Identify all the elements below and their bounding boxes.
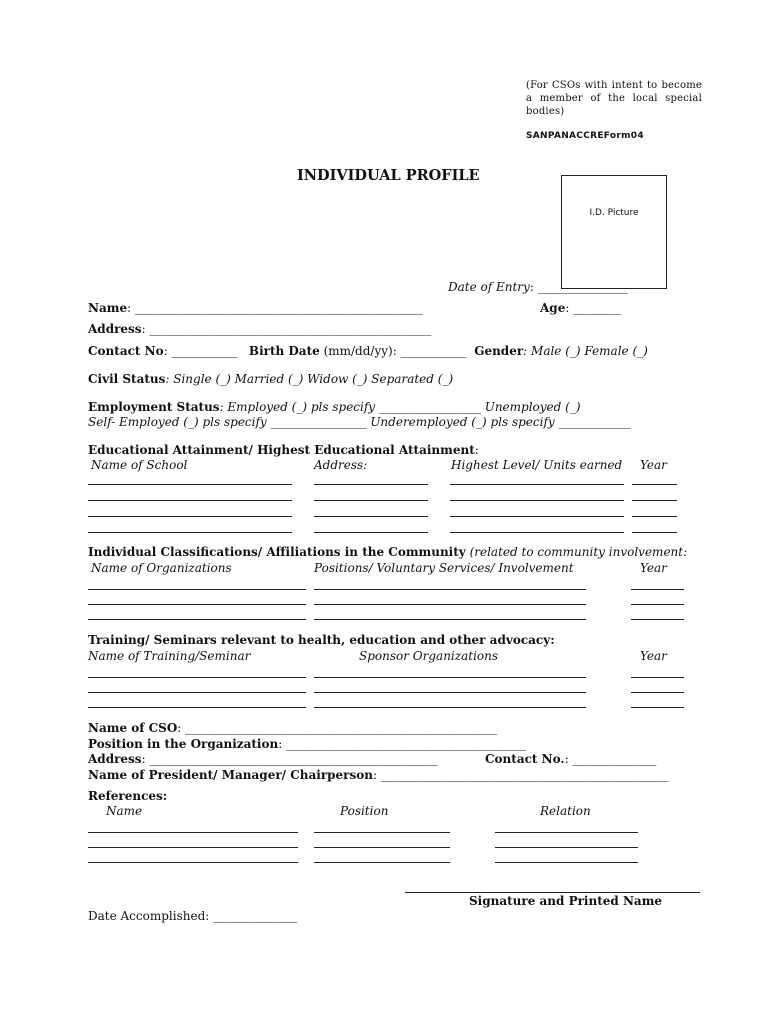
training-sponsor-line[interactable] [314, 707, 586, 708]
classification-org-line[interactable] [88, 619, 306, 620]
col-positions: Positions/ Voluntary Services/ Involvement [314, 561, 574, 575]
civil-status-options[interactable]: : Single (_) Married (_) Widow (_) Separated (_) [165, 372, 454, 386]
page-title: INDIVIDUAL PROFILE [297, 167, 480, 184]
name-label: Name [88, 301, 128, 315]
contact-field[interactable]: : ___________ [163, 344, 238, 358]
employment-options-line2[interactable]: Self- Employed (_) pls specify ________________ Underemployed (_) pls specify ____________ [88, 415, 631, 429]
cso-name-label: Name of CSO [88, 721, 178, 735]
date-of-entry-field[interactable]: : _______________ [529, 280, 628, 294]
employment-row [88, 400, 581, 414]
education-address-line[interactable] [314, 484, 428, 485]
reference-relation-line[interactable] [495, 832, 638, 833]
col-ref-relation: Relation [540, 804, 591, 818]
training-year-line[interactable] [631, 692, 684, 693]
header-note: (For CSOs with intent to become a member of the local special bodies) [526, 80, 702, 117]
signature-label: Signature and Printed Name [469, 894, 663, 908]
gender-label: Gender [474, 344, 524, 358]
classification-position-line[interactable] [314, 604, 586, 605]
education-school-line[interactable] [88, 484, 292, 485]
reference-relation-line[interactable] [495, 862, 638, 863]
age-field[interactable]: : ________ [565, 301, 622, 315]
employment-options[interactable]: : Employed (_) pls specify _________________ Unemployed (_) [219, 400, 581, 414]
contact-label: Contact No [88, 344, 164, 358]
education-address-line[interactable] [314, 516, 428, 517]
address-label: Address [88, 322, 142, 336]
education-heading [88, 443, 479, 457]
education-year-line[interactable] [632, 500, 677, 501]
civil-status-label: Civil Status [88, 372, 166, 386]
cso-address-row [88, 752, 437, 766]
col-sponsor-organizations: Sponsor Organizations [359, 649, 499, 663]
col-year: Year [640, 561, 667, 575]
address-field[interactable]: : _______________________________________________ [141, 322, 432, 336]
contact-birth-gender-row [88, 344, 648, 358]
classification-org-line[interactable] [88, 604, 306, 605]
classification-position-line[interactable] [314, 619, 586, 620]
name-field[interactable]: : ________________________________________________ [127, 301, 423, 315]
cso-address-field[interactable]: : ________________________________________________ [141, 752, 438, 766]
signature-line[interactable] [405, 892, 700, 893]
cso-name-field[interactable]: : ____________________________________________________ [177, 721, 498, 735]
classification-year-line[interactable] [631, 604, 684, 605]
training-sponsor-line[interactable] [314, 677, 586, 678]
education-heading-text: Educational Attainment/ Highest Educational Attainment [88, 443, 475, 457]
education-year-line[interactable] [632, 484, 677, 485]
age-label: Age [540, 301, 566, 315]
cso-name-row [88, 721, 497, 735]
education-level-line[interactable] [450, 516, 624, 517]
cso-president-label: Name of President/ Manager/ Chairperson [88, 768, 373, 782]
date-of-entry-label: Date of Entry [448, 280, 530, 294]
training-year-line[interactable] [631, 677, 684, 678]
cso-president-field[interactable]: : ________________________________________________ [372, 768, 669, 782]
education-level-line[interactable] [450, 484, 624, 485]
education-school-line[interactable] [88, 516, 292, 517]
birth-date-field[interactable]: (mm/dd/yy): ___________ [319, 344, 467, 358]
col-name-of-organizations: Name of Organizations [91, 561, 232, 575]
education-address-line[interactable] [314, 500, 428, 501]
reference-name-line[interactable] [88, 862, 298, 863]
birth-date-label: Birth Date [248, 344, 320, 358]
col-address: Address: [314, 458, 368, 472]
col-name-of-school: Name of School [91, 458, 188, 472]
training-name-line[interactable] [88, 677, 306, 678]
cso-president-row [88, 768, 669, 782]
classification-year-line[interactable] [631, 589, 684, 590]
civil-status-row [88, 372, 453, 386]
references-heading: References: [88, 789, 168, 803]
education-school-line[interactable] [88, 532, 292, 533]
id-picture-label: I.D. Picture [589, 208, 639, 218]
education-address-line[interactable] [314, 532, 428, 533]
id-picture-box[interactable] [561, 175, 667, 289]
cso-position-row [88, 737, 526, 751]
date-accomplished[interactable]: Date Accomplished: ______________ [88, 909, 298, 923]
education-year-line[interactable] [632, 516, 677, 517]
date-of-entry-row [448, 280, 628, 294]
cso-position-label: Position in the Organization [88, 737, 279, 751]
education-level-line[interactable] [450, 500, 624, 501]
col-year: Year [640, 649, 667, 663]
education-year-line[interactable] [632, 532, 677, 533]
classification-year-line[interactable] [631, 619, 684, 620]
education-level-line[interactable] [450, 532, 624, 533]
employment-label: Employment Status [88, 400, 220, 414]
training-name-line[interactable] [88, 707, 306, 708]
col-ref-name: Name [106, 804, 143, 818]
reference-position-line[interactable] [314, 832, 450, 833]
cso-address-label: Address [88, 752, 142, 766]
reference-position-line[interactable] [314, 862, 450, 863]
form-code: SANPANACCREForm04 [526, 131, 644, 141]
classifications-heading-text: Individual Classifications/ Affiliations in the Community [88, 545, 466, 559]
col-ref-position: Position [340, 804, 389, 818]
training-sponsor-line[interactable] [314, 692, 586, 693]
age-row [540, 301, 621, 315]
classification-position-line[interactable] [314, 589, 586, 590]
col-name-of-training: Name of Training/Seminar [88, 649, 251, 663]
col-year: Year [640, 458, 667, 472]
cso-contact-field[interactable]: : ______________ [564, 752, 657, 766]
name-row [88, 301, 423, 315]
col-highest-level: Highest Level/ Units earned [451, 458, 623, 472]
cso-contact-label: Contact No. [485, 752, 565, 766]
address-row [88, 322, 431, 336]
reference-position-line[interactable] [314, 847, 450, 848]
reference-relation-line[interactable] [495, 847, 638, 848]
training-heading: Training/ Seminars relevant to health, education and other advocacy: [88, 633, 555, 647]
training-name-line[interactable] [88, 692, 306, 693]
training-year-line[interactable] [631, 707, 684, 708]
education-colon: : [474, 443, 479, 457]
education-school-line[interactable] [88, 500, 292, 501]
gender-options[interactable]: : Male (_) Female (_) [523, 344, 648, 358]
cso-position-field[interactable]: : ________________________________________ [278, 737, 527, 751]
classifications-subheading: (related to community involvement: [465, 545, 688, 559]
classifications-heading [88, 545, 687, 559]
cso-contact-row [485, 752, 656, 766]
classification-org-line[interactable] [88, 589, 306, 590]
reference-name-line[interactable] [88, 847, 298, 848]
reference-name-line[interactable] [88, 832, 298, 833]
